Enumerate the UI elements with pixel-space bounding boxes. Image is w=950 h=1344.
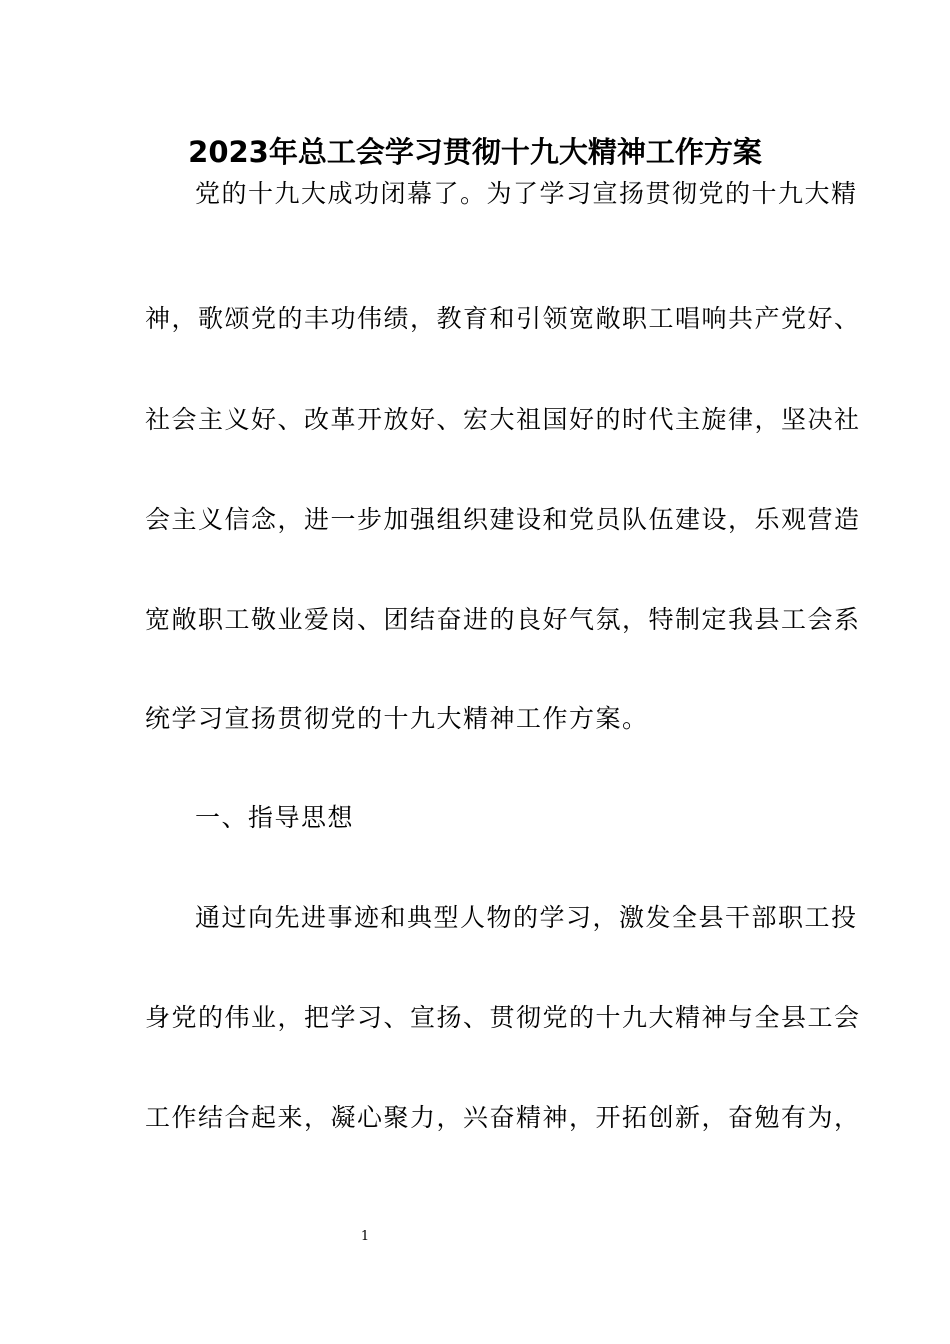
body-line: 身党的伟业，把学习、宣扬、贯彻党的十九大精神与全县工会	[145, 1003, 861, 1032]
body-line: 神，歌颂党的丰功伟绩，教育和引领宽敞职工唱响共产党好、	[145, 304, 861, 333]
body-line: 会主义信念，进一步加强组织建设和党员队伍建设，乐观营造	[145, 505, 861, 534]
body-line: 工作结合起来，凝心聚力，兴奋精神，开拓创新，奋勉有为，	[145, 1103, 861, 1132]
body-line: 通过向先进事迹和典型人物的学习，激发全县干部职工投	[195, 903, 858, 932]
section-heading: 一、指导思想	[195, 803, 355, 832]
body-line: 统学习宣扬贯彻党的十九大精神工作方案。	[145, 704, 649, 733]
body-line: 宽敞职工敬业爱岗、团结奋进的良好气氛，特制定我县工会系	[145, 605, 861, 634]
document-title: 2023年总工会学习贯彻十九大精神工作方案	[188, 135, 762, 169]
body-line: 党的十九大成功闭幕了。为了学习宣扬贯彻党的十九大精	[195, 179, 858, 208]
page-number: 1	[360, 1229, 370, 1244]
body-line: 社会主义好、改革开放好、宏大祖国好的时代主旋律，坚决社	[145, 405, 861, 434]
